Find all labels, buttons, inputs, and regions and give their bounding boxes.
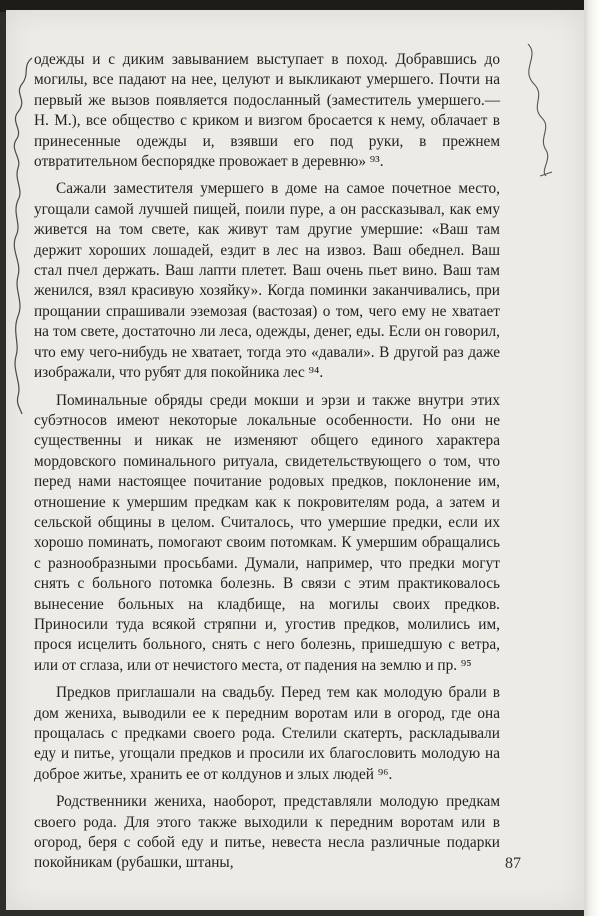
paragraph-4: Предков приглашали на свадьбу. Перед тем как молодую брали в дом жениха, выводили ее к передним воротам или в огород, где она прощалась с предками своего рода. Стелили скатерть, раскладывали еду и питье, угощали предков и просили их благословить молодую на доброе житье, хранить ее от колдунов и злых людей ⁹⁶. (34, 684, 500, 783)
paragraph-3: Поминальные обряды среди мокши и эрзи и также внутри этих субэтносов имеют некоторые локальные особенности. Но они не существенны и никак не изменяют общего единого характера мордовского поминального ритуала, свидетельствующего о том, что перед нами настоящее почитание родовых предков, поклонение им, отношение к умершим предкам как к покровителям рода, а затем и сельской общины в целом. Считалось, что умершие предки, если их хорошо поминать, помогают своим потомкам. К умершим обращались с разнообразными просьбами. Думали, например, что предки могут снять с больного потомка болезнь. В связи с этим практиковалось вынесение больных на кладбище, на могилы своих предков. Приносили туда всякой стряпни и, угостив предков, молились им, прося исцелить больного, снять с него болезнь, пришедшую с ветра, или от сглаза, или от нечистого места, от падения на землю и пр. ⁹⁵ (34, 391, 500, 674)
page-number: 87 (505, 855, 521, 872)
paragraph-5: Родственники жениха, наоборот, представляли молодую предкам своего рода. Для этого также выходили к передним воротам или в огород, беря с собой еду и питье, невеста несла различные подарки покойникам (рубашки, штаны, (34, 793, 500, 872)
left-margin-pencil-mark (14, 58, 32, 414)
paragraph-1: одежды и с диким завыванием выступает в поход. Добравшись до могилы, все падают на нее, целуют и выкликают умершего. Почти на первый же вызов появляется подосланный (заместитель умершего.— Н. М.), все общество с криком и визгом бросается к нему, облачает в принесенные одежды и, взявши его под руки, в прежнем отвратительном беспорядке провожает в деревню» ⁹³. (34, 51, 500, 171)
paragraph-2: Сажали заместителя умершего в доме на самое почетное место, угощали самой лучшей пищей, поили пуре, а он рассказывал, как ему живется на том свете, как живут там другие умершие: «Ваш там держит хороших лошадей, ездит в лес на извоз. Ваш обеднел. Ваш стал пчел держать. Ваш лапти плетет. Ваш очень пьет вино. Ваш там женился, взял красивую хозяйку». Когда поминки заканчивались, при прощании спрашивали эземозая (вастозая) о том, чего ему не хватает на том свете, достаточно ли леса, одежды, денег, еды. Если он говорил, что ему чего-нибудь не хватает, тогда это «давали». В другой раз даже изображали, что рубят для покойника лес ⁹⁴. (34, 180, 500, 382)
right-margin-pencil-mark (528, 44, 548, 176)
